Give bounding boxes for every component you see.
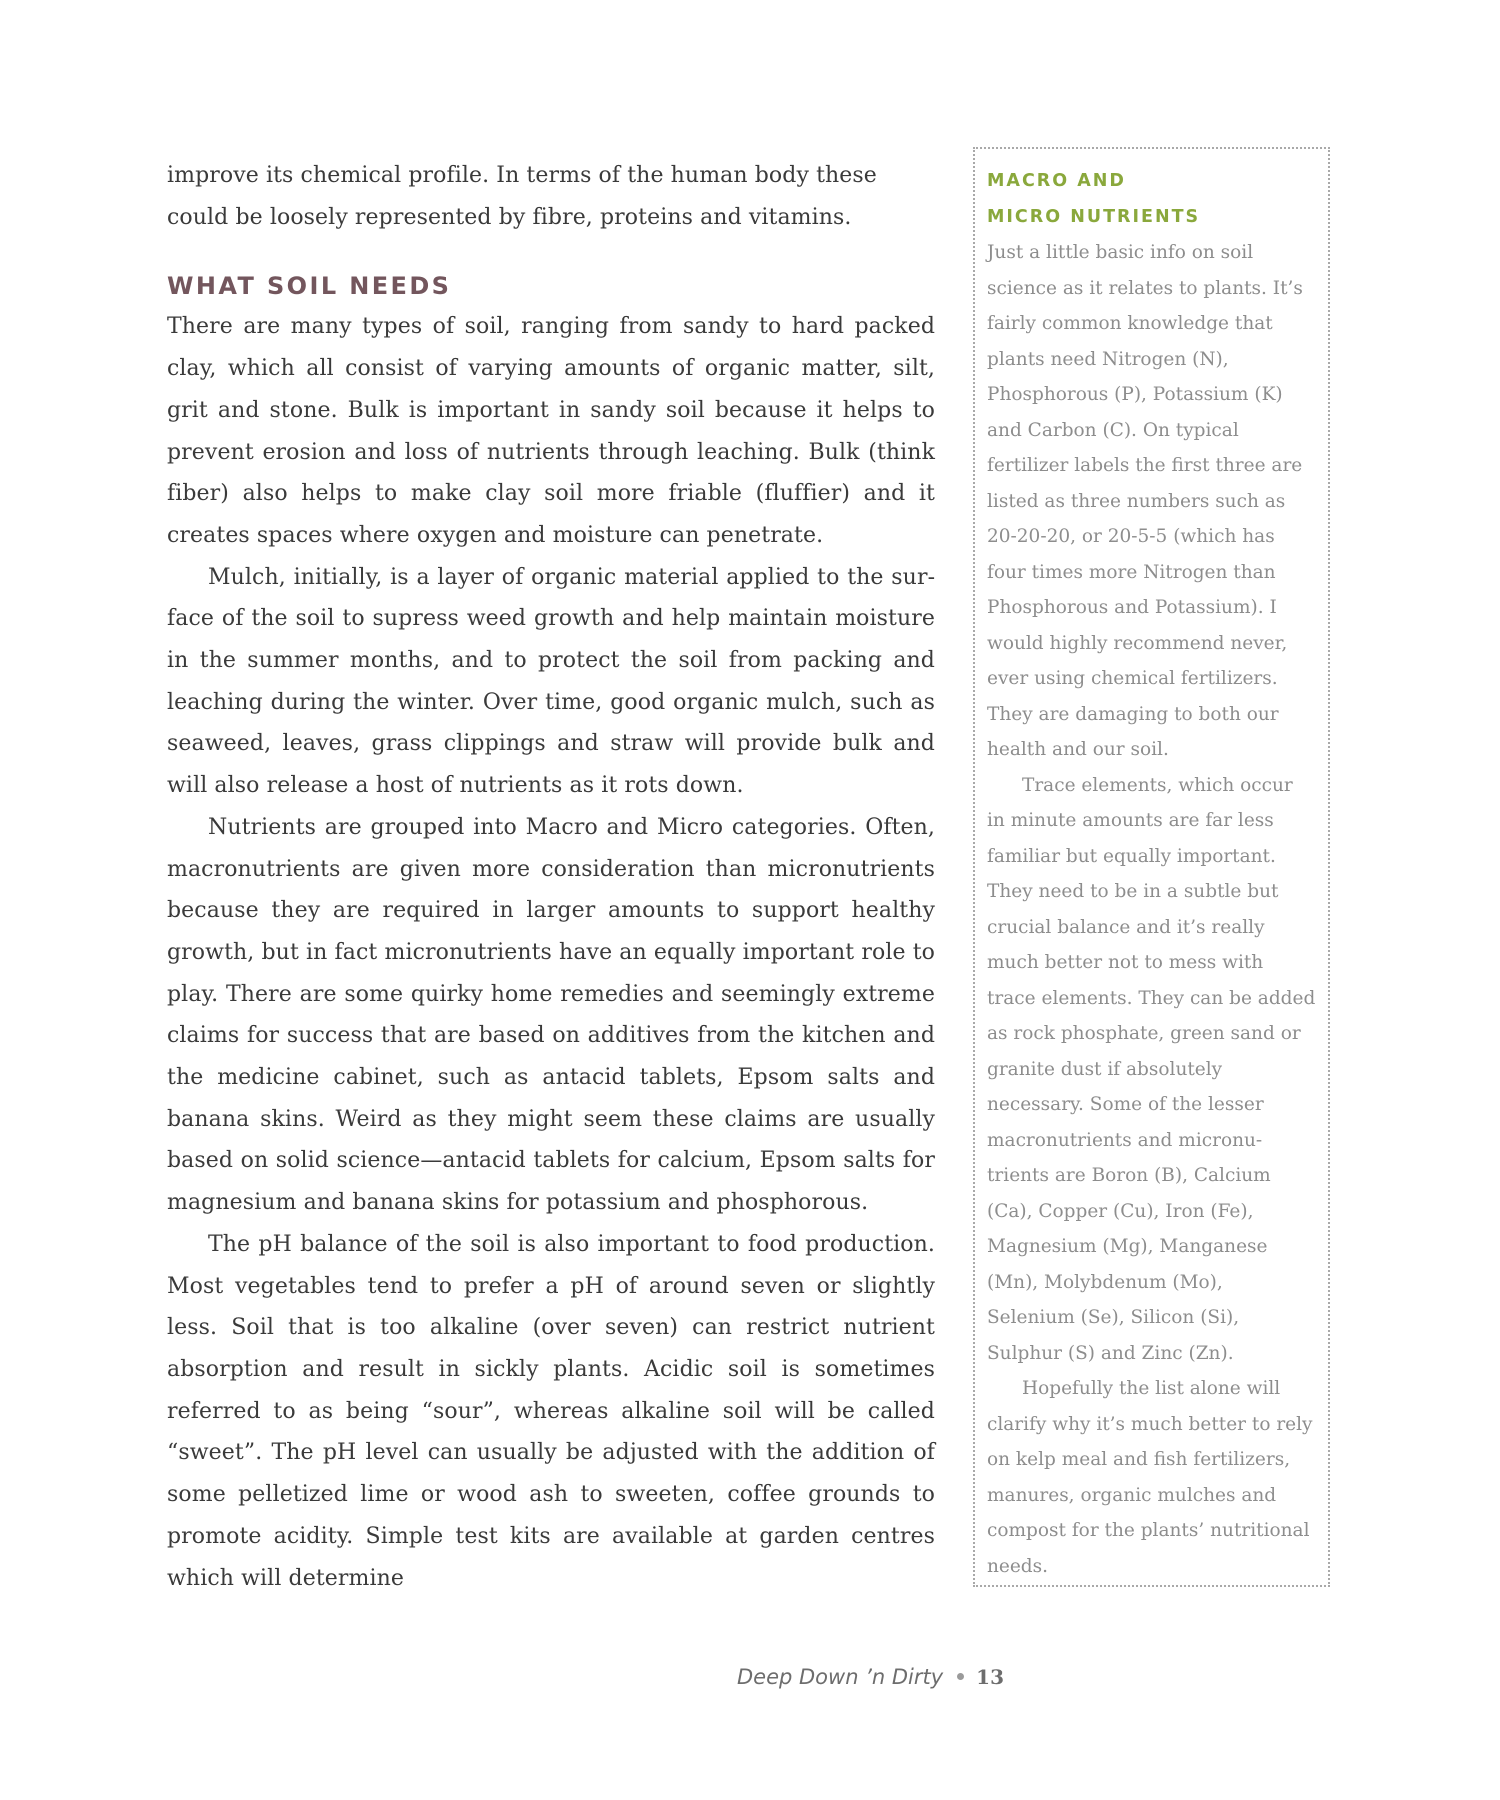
main-text-column — [167, 155, 935, 1599]
continued-paragraph: improve its chemical profile. In terms of the human body these could be loosely represented by fibre, proteins and vitamins. — [167, 163, 877, 230]
sidebar-box — [973, 147, 1330, 1587]
footer-content — [737, 1662, 1004, 1692]
section-heading: WHAT SOIL NEEDS — [167, 272, 452, 301]
body-paragraph: There are many types of soil, ranging from sandy to hard packed clay, which all consist of varying amounts of organic matter, silt, grit and stone. Bulk is important in sandy soil because it helps to prevent erosion and loss of nutrients through leaching. Bulk (think fiber) also helps to make clay soil more friable (fluffier) and it creates spaces where oxygen and moisture can penetrate. — [167, 314, 935, 548]
sidebar-paragraph: Just a little basic info on soil science as it relates to plants. It’s fairly common knowledge that plants need Nitrogen (N), Phosphorous (P), Potassium (K) and Carbon (C). On typical fertilizer labels the first three are listed as three numbers such as 20-20-20, or 20-5-5 (which has four times more Nitrogen than Phosphorous and Potassium). I would highly recommend never, ever using chemical fertilizers. They are damaging to both our health and our soil. — [987, 242, 1303, 760]
sidebar-paragraph: Trace elements, which occur in minute amounts are far less familiar but equally important. They need to be in a subtle but crucial balance and it’s really much better not to mess with trace elements. They can be added as rock phosphate, green sand or granite dust if absolutely necessary. Some of the lesser macronutrients and micronutrients are Boron (B), Calcium (Ca), Copper (Cu), Iron (Fe), Magnesium (Mg), Manganese (Mn), Molybdenum (Mo), Selenium (Se), Silicon (Si), Sulphur (S) and Zinc (Zn). — [987, 774, 1316, 1364]
body-paragraph: Mulch, initially, is a layer of organic material applied to the surface of the soil to supress weed growth and help maintain moisture in the summer months, and to protect the soil from packing and leaching during the winter. Over time, good organic mulch, such as seaweed, leaves, grass clippings and straw will provide bulk and will also release a host of nutrients as it rots down. — [167, 564, 935, 799]
running-title: Deep Down ’n Dirty — [737, 1665, 944, 1689]
body-paragraph: Nutrients are grouped into Macro and Micro categories. Often, macronutrients are given more consideration than micronutrients because they are required in larger amounts to support healthy growth, but in fact micronutrients have an equally important role to play. There are some quirky home remedies and seemingly extreme claims for success that are based on additives from the kitchen and the medicine cabinet, such as antacid tablets, Epsom salts and banana skins. Weird as they might seem these claims are usually based on solid science—antacid tablets for calcium, Epsom salts for magnesium and banana skins for potassium and phosphorous. — [167, 814, 935, 1216]
sidebar-title-line: MACRO AND — [987, 171, 1126, 191]
page-number: 13 — [976, 1665, 1004, 1689]
body-paragraph: The pH balance of the soil is also important to food production. Most vegetables tend to prefer a pH of around seven or slightly less. Soil that is too alkaline (over seven) can restrict nutrient absorption and result in sickly plants. Acidic soil is sometimes referred to as being “sour”, whereas alkaline soil will be called “sweet”. The pH level can usually be adjusted with the addition of some pelletized lime or wood ash to sweeten, coffee grounds to promote acidity. Simple test kits are available at garden centres which will determine — [167, 1231, 935, 1591]
sidebar-paragraph: Hopefully the list alone will clarify why it’s much better to rely on kelp meal and fish fertilizers, manures, organic mulches and compost for the plants’ nutritional needs. — [987, 1378, 1313, 1577]
bullet-separator-icon — [957, 1673, 964, 1680]
sidebar-title — [987, 163, 1316, 235]
sidebar-title-line: MICRO NUTRIENTS — [987, 207, 1201, 227]
